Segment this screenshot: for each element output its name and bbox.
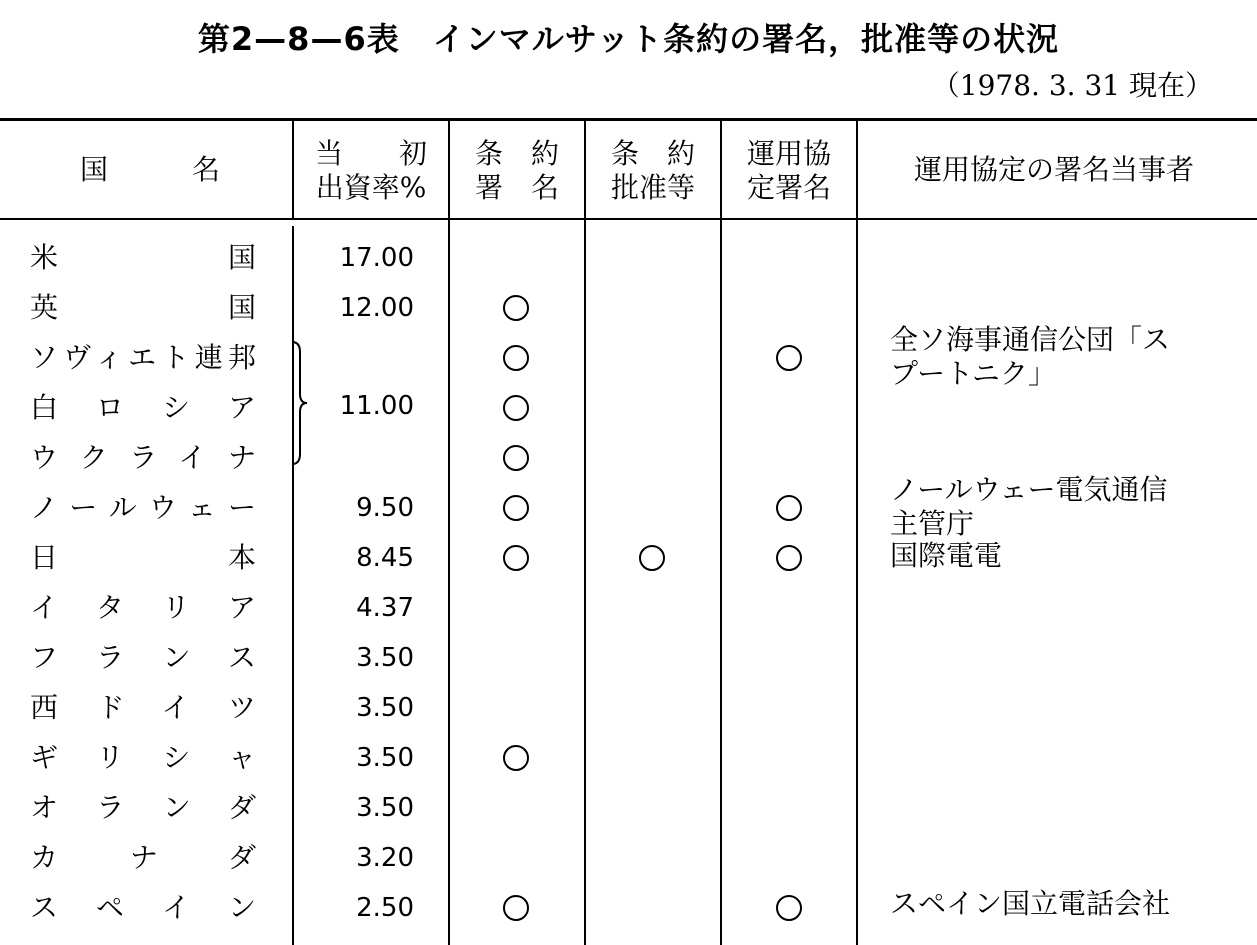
agree-circle-mark <box>776 345 802 371</box>
country-name: 米国 <box>30 241 256 274</box>
header-bottom-rule <box>0 218 1257 220</box>
signatory-soviet-line1: 全ソ海事通信公団「ス <box>890 323 1171 356</box>
header-convention-sign-line1: 条 約 <box>474 137 559 170</box>
signatory-japan: 国際電電 <box>890 539 1003 572</box>
sign-circle-mark <box>503 545 529 571</box>
sign-circle-mark <box>503 345 529 371</box>
agree-circle-mark <box>776 545 802 571</box>
header-convention-ratify-line1: 条 約 <box>610 137 695 170</box>
header-share-line2: 出資率% <box>315 171 427 204</box>
share-value: 3.50 <box>356 743 414 773</box>
sign-circle-mark <box>503 745 529 771</box>
country-name: 日本 <box>30 541 256 574</box>
header-share-line1: 当 初 <box>314 137 427 170</box>
country-name: ソヴィエト連邦 <box>30 341 256 374</box>
share-value: 3.50 <box>356 793 414 823</box>
signatory-soviet-line2: プートニク」 <box>890 357 1057 390</box>
country-name: 英国 <box>30 291 256 324</box>
page-title: 第2—8—6表 インマルサット条約の署名，批准等の状況 <box>197 20 1060 58</box>
date-note: （1978. 3. 31 現在） <box>931 69 1213 102</box>
share-value: 3.50 <box>356 693 414 723</box>
country-name: 西ドイツ <box>30 691 256 724</box>
column-divider <box>292 121 294 218</box>
country-name: スペイン <box>30 891 256 924</box>
header-agreement-sign-line1: 運用協 <box>746 137 831 170</box>
header-agreement-sign-line2: 定署名 <box>746 171 831 204</box>
column-divider <box>292 226 294 945</box>
header-signatory: 運用協定の署名当事者 <box>913 153 1194 186</box>
header-convention-sign-line2: 署 名 <box>474 171 559 204</box>
share-value: 2.50 <box>356 893 414 923</box>
share-value: 12.00 <box>339 293 414 323</box>
share-value: 9.50 <box>356 493 414 523</box>
country-name: ギリシャ <box>30 741 256 774</box>
grouped-share: 11.00 <box>339 391 414 421</box>
sign-circle-mark <box>503 295 529 321</box>
header-country: 国 名 <box>79 153 220 186</box>
country-name: イタリア <box>30 591 256 624</box>
sign-circle-mark <box>503 395 529 421</box>
column-divider <box>856 121 858 945</box>
share-value: 17.00 <box>339 243 414 273</box>
share-value: 3.20 <box>356 843 414 873</box>
ratify-circle-mark <box>639 545 665 571</box>
sign-circle-mark <box>503 445 529 471</box>
column-divider <box>448 121 450 945</box>
share-value: 8.45 <box>356 543 414 573</box>
column-divider <box>584 121 586 945</box>
share-value: 4.37 <box>356 593 414 623</box>
share-value: 3.50 <box>356 643 414 673</box>
sign-circle-mark <box>503 895 529 921</box>
country-name: フランス <box>30 641 256 674</box>
country-name: オランダ <box>30 791 256 824</box>
signatory-norway-line2: 主管庁 <box>890 507 975 540</box>
sign-circle-mark <box>503 495 529 521</box>
table-top-rule <box>0 118 1257 121</box>
agree-circle-mark <box>776 495 802 521</box>
agree-circle-mark <box>776 895 802 921</box>
column-divider <box>720 121 722 945</box>
country-name: 白ロシア <box>30 391 256 424</box>
country-name: ノールウェー <box>30 491 256 524</box>
header-convention-ratify-line2: 批准等 <box>610 171 695 204</box>
signatory-norway-line1: ノールウェー電気通信 <box>890 473 1168 506</box>
signatory-spain: スペイン国立電話会社 <box>890 887 1171 920</box>
country-name: カナダ <box>30 841 256 874</box>
country-name: ウクライナ <box>30 441 256 474</box>
